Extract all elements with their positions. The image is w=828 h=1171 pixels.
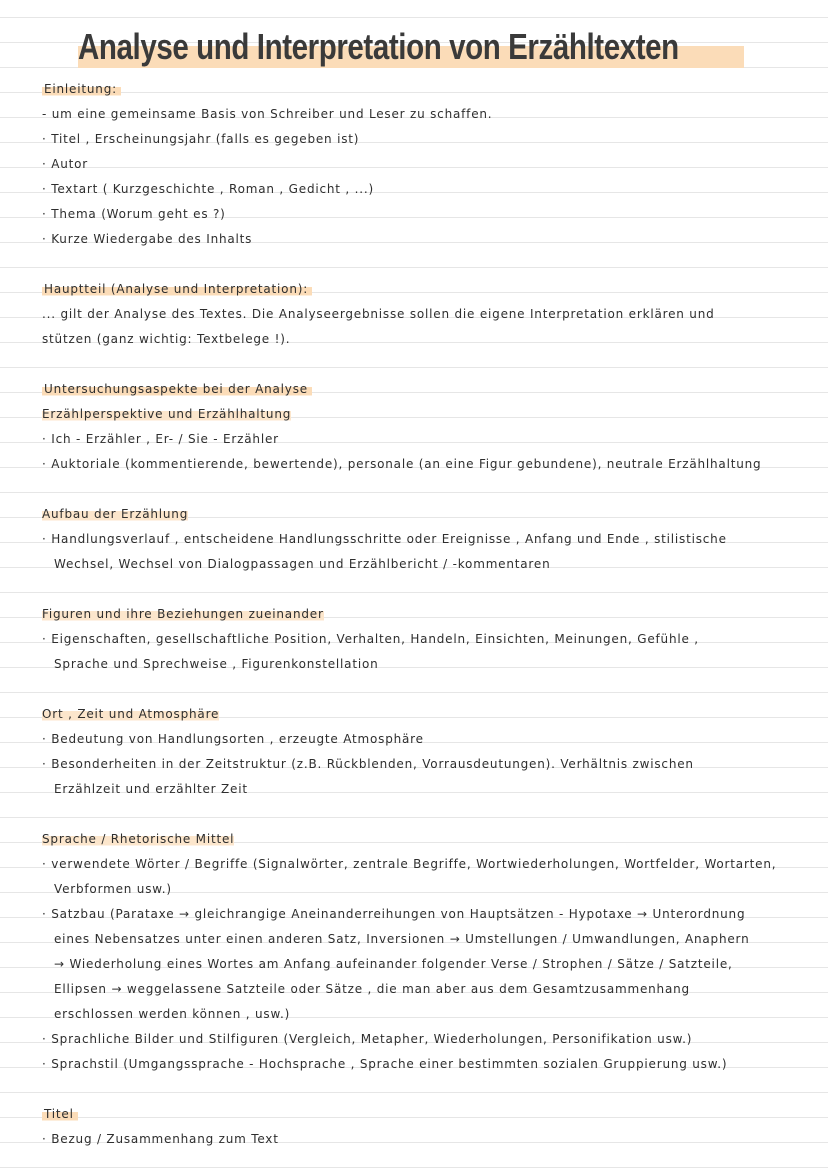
hauptteil-line-1: ... gilt der Analyse des Textes. Die Analyseergebnisse sollen die eigene Interpretation erklären und [42, 307, 715, 321]
subheading-erzaehlperspektive: Erzählperspektive und Erzählhaltung [42, 407, 292, 421]
einleitung-line-3: · Autor [42, 157, 89, 171]
figuren-line-2: Sprache und Sprechweise , Figurenkonstellation [54, 657, 379, 671]
title-block [78, 26, 811, 68]
sprache-line-2: Verbformen usw.) [54, 882, 172, 896]
einleitung-line-5: · Thema (Worum geht es ?) [42, 207, 226, 221]
heading-einleitung: Einleitung: [42, 82, 121, 96]
hauptteil-line-2: stützen (ganz wichtig: Textbelege !). [42, 332, 291, 346]
sprache-line-1: · verwendete Wörter / Begriffe (Signalwörter, zentrale Begriffe, Wortwiederholungen, Wortfelder, Wortarten, [42, 857, 777, 871]
heading-aufbau: Aufbau der Erzählung [42, 507, 189, 521]
sprache-line-6: Ellipsen → weggelassene Satzteile oder Sätze , die man aber aus dem Gesamtzusammenhang [54, 982, 690, 996]
heading-sprache: Sprache / Rhetorische Mittel [42, 832, 235, 846]
sprache-line-9: · Sprachstil (Umgangssprache - Hochsprache , Sprache einer bestimmten sozialen Gruppierung usw.) [42, 1057, 728, 1071]
heading-ort-zeit: Ort , Zeit und Atmosphäre [42, 707, 220, 721]
figuren-line-1: · Eigenschaften, gesellschaftliche Position, Verhalten, Handeln, Einsichten, Meinungen, Gefühle , [42, 632, 699, 646]
sprache-line-7: erschlossen werden können , usw.) [54, 1007, 291, 1021]
heading-titel: Titel [42, 1107, 78, 1121]
titel-line-1: · Bezug / Zusammenhang zum Text [42, 1132, 279, 1146]
sprache-line-5: → Wiederholung eines Wortes am Anfang aufeinander folgender Verse / Strophen / Sätze / Satzteile, [54, 957, 733, 971]
ort-line-1: · Bedeutung von Handlungsorten , erzeugte Atmosphäre [42, 732, 424, 746]
sprache-line-8: · Sprachliche Bilder und Stilfiguren (Vergleich, Metapher, Wiederholungen, Personifikation usw.) [42, 1032, 693, 1046]
einleitung-line-2: · Titel , Erscheinungsjahr (falls es gegeben ist) [42, 132, 360, 146]
sprache-line-4: eines Nebensatzes unter einen anderen Satz, Inversionen → Umstellungen / Umwandlungen, Anaphern [54, 932, 750, 946]
einleitung-line-1: - um eine gemeinsame Basis von Schreiber und Leser zu schaffen. [42, 107, 493, 121]
sprache-line-3: · Satzbau (Parataxe → gleichrangige Aneinanderreihungen von Hauptsätzen - Hypotaxe → Unterordnung [42, 907, 746, 921]
aufbau-line-1: · Handlungsverlauf , entscheidene Handlungsschritte oder Ereignisse , Anfang und Ende , stilistische [42, 532, 727, 546]
heading-untersuchungsaspekte: Untersuchungsaspekte bei der Analyse [42, 382, 312, 396]
einleitung-line-4: · Textart ( Kurzgeschichte , Roman , Gedicht , ...) [42, 182, 374, 196]
ort-line-2: · Besonderheiten in der Zeitstruktur (z.B. Rückblenden, Vorrausdeutungen). Verhältnis zwischen [42, 757, 694, 771]
heading-figuren: Figuren und ihre Beziehungen zueinander [42, 607, 324, 621]
untersuchung-line-1: · Ich - Erzähler , Er- / Sie - Erzähler [42, 432, 279, 446]
untersuchung-line-2: · Auktoriale (kommentierende, bewertende), personale (an eine Figur gebundene), neutrale Erzählhaltung [42, 457, 762, 471]
einleitung-line-6: · Kurze Wiedergabe des Inhalts [42, 232, 253, 246]
page-title: Analyse und Interpretation von Erzähltexten [78, 26, 679, 67]
aufbau-line-2: Wechsel, Wechsel von Dialogpassagen und Erzählbericht / -kommentaren [54, 557, 551, 571]
ort-line-3: Erzählzeit und erzählter Zeit [54, 782, 248, 796]
heading-hauptteil: Hauptteil (Analyse und Interpretation): [42, 282, 312, 296]
